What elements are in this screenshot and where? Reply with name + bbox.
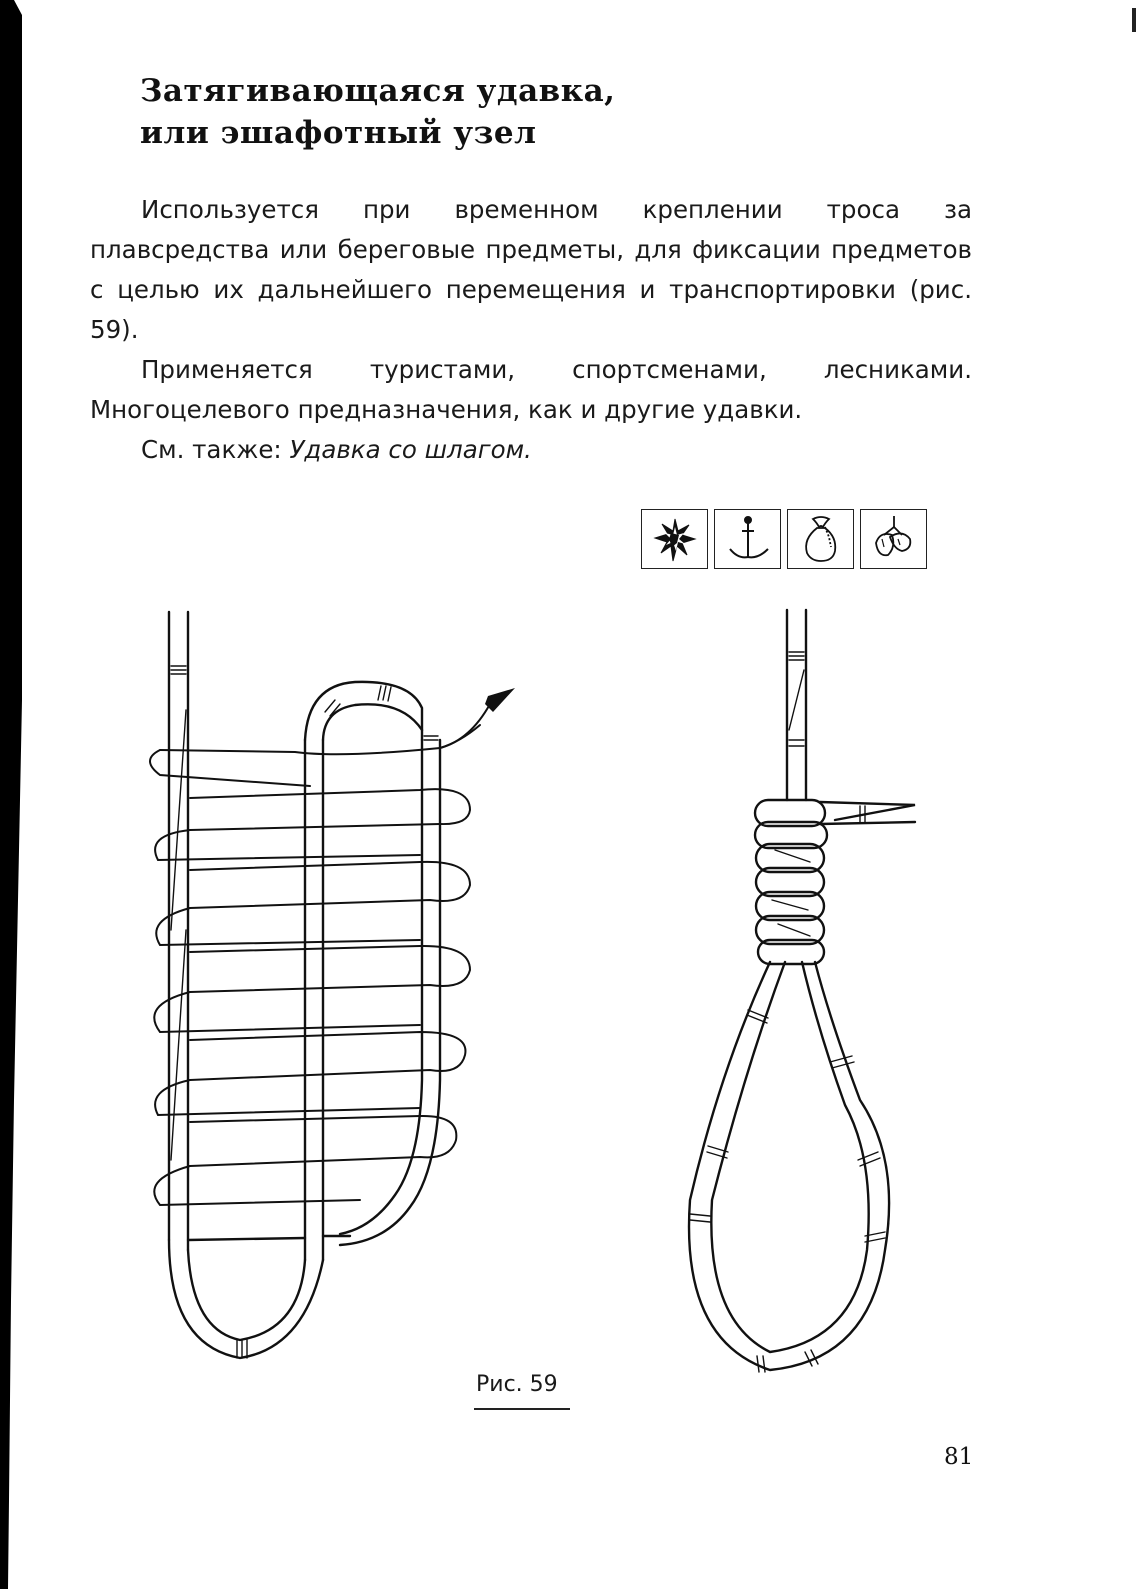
title-line-2: или эшафотный узел	[140, 115, 537, 151]
title-line-1: Затягивающаяся удавка,	[140, 73, 616, 109]
body-text	[90, 190, 972, 470]
paragraph-application: Применяется туристами, спортсменами, лесниками. Многоцелевого предназначения, как и другие удавки.	[90, 355, 972, 424]
see-also-link[interactable]: Удавка со шлагом.	[289, 435, 532, 464]
see-also-label: См. также:	[141, 435, 282, 464]
finished-noose	[660, 600, 960, 1390]
paragraph-usage: Используется при временном креплении троса за плавсредства или береговые предметы, для фиксации предметов с целью их дальнейшего перемещения и транспортировки (рис. 59).	[90, 195, 972, 344]
compass-star-icon	[641, 509, 708, 569]
page-title	[140, 70, 615, 154]
knot-tying-diagram	[140, 600, 520, 1380]
usage-icons	[641, 509, 927, 569]
scan-edge-shadow	[0, 0, 22, 1589]
scan-corner-mark	[1132, 8, 1136, 32]
bundle-icon	[860, 509, 927, 569]
see-also	[90, 430, 972, 470]
sack-icon	[787, 509, 854, 569]
caption-underline	[474, 1408, 570, 1410]
anchor-icon	[714, 509, 781, 569]
figure-caption: Рис. 59	[476, 1372, 558, 1397]
page-number: 81	[944, 1444, 974, 1470]
